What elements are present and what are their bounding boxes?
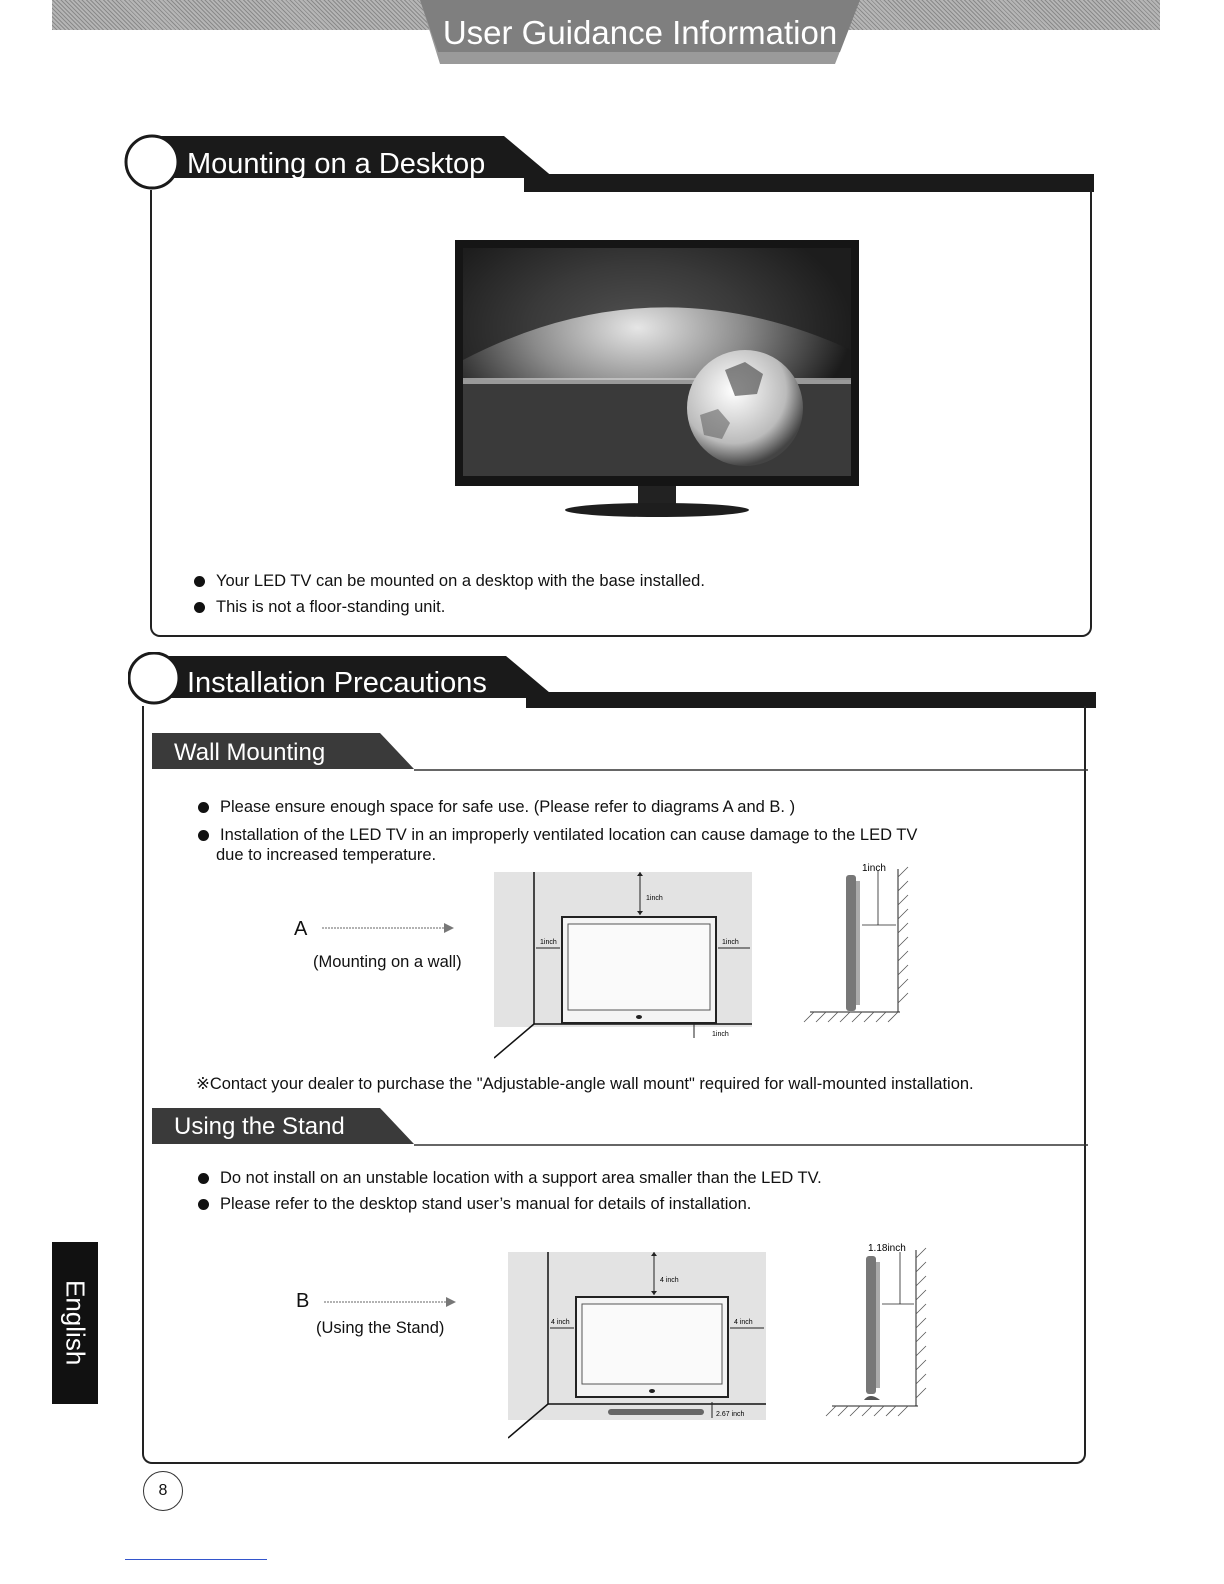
footer-rule — [125, 1559, 267, 1560]
wall-left-gap-label: 1inch — [540, 939, 557, 946]
desktop-bullet-item: Your LED TV can be mounted on a desktop with the base installed. — [194, 571, 1054, 591]
section-title-desktop: Mounting on a Desktop — [187, 148, 486, 180]
stand-left-gap-label: 4 inch — [551, 1319, 570, 1326]
wall-top-gap-label: 1inch — [646, 895, 663, 902]
page-header-title: User Guidance Information — [442, 14, 838, 51]
desktop-bullet-list — [194, 571, 1054, 623]
stand-diagram — [508, 1252, 768, 1440]
stand-right-gap-label: 4 inch — [734, 1319, 753, 1326]
wall-bullet-item: Please ensure enough space for safe use. (Please refer to diagrams A and B. ) — [198, 797, 1078, 817]
wall-bullet-continuation: due to increased temperature. — [216, 846, 437, 864]
wall-right-gap-label: 1inch — [722, 939, 739, 946]
stand-bullet-list — [198, 1168, 1078, 1220]
diagram-b-caption: (Using the Stand) — [316, 1319, 445, 1337]
wall-mount-note: ※Contact your dealer to purchase the "Adjustable-angle wall mount" required for wall-mounted installation. — [196, 1075, 974, 1093]
stand-side-gap-label: 1.18inch — [868, 1243, 906, 1254]
wall-side-view-diagram — [800, 857, 918, 1027]
stand-bullet-item: Do not install on an unstable location with a support area smaller than the LED TV. — [198, 1168, 1078, 1188]
stand-side-view-diagram — [824, 1236, 936, 1422]
diagram-b-arrow — [324, 1294, 458, 1310]
stand-bottom-gap-label: 2.67 inch — [716, 1411, 745, 1418]
wall-mount-diagram — [494, 872, 754, 1060]
wall-bullet-list — [198, 797, 1078, 845]
wall-side-gap-label: 1inch — [862, 863, 886, 874]
stand-bullet-item: Please refer to the desktop stand user’s manual for details of installation. — [198, 1194, 1078, 1214]
wall-bullet-item: Installation of the LED TV in an improperly ventilated location can cause damage to the LED TV — [198, 825, 1078, 845]
language-side-tab-label: English — [60, 1280, 91, 1366]
desktop-bullet-item: This is not a floor-standing unit. — [194, 597, 1054, 617]
wall-bottom-gap-label: 1inch — [712, 1031, 729, 1038]
diagram-a-letter: A — [294, 918, 308, 940]
stand-top-gap-label: 4 inch — [660, 1277, 679, 1284]
section-title-install: Installation Precautions — [187, 667, 487, 699]
led-tv-illustration — [455, 240, 859, 520]
subheader-wall-title: Wall Mounting — [174, 739, 326, 766]
diagram-b-letter: B — [296, 1290, 310, 1312]
subheader-stand-title: Using the Stand — [174, 1113, 345, 1140]
page-number: 8 — [143, 1471, 183, 1511]
diagram-a-caption: (Mounting on a wall) — [313, 953, 462, 971]
diagram-a-arrow — [322, 920, 456, 936]
